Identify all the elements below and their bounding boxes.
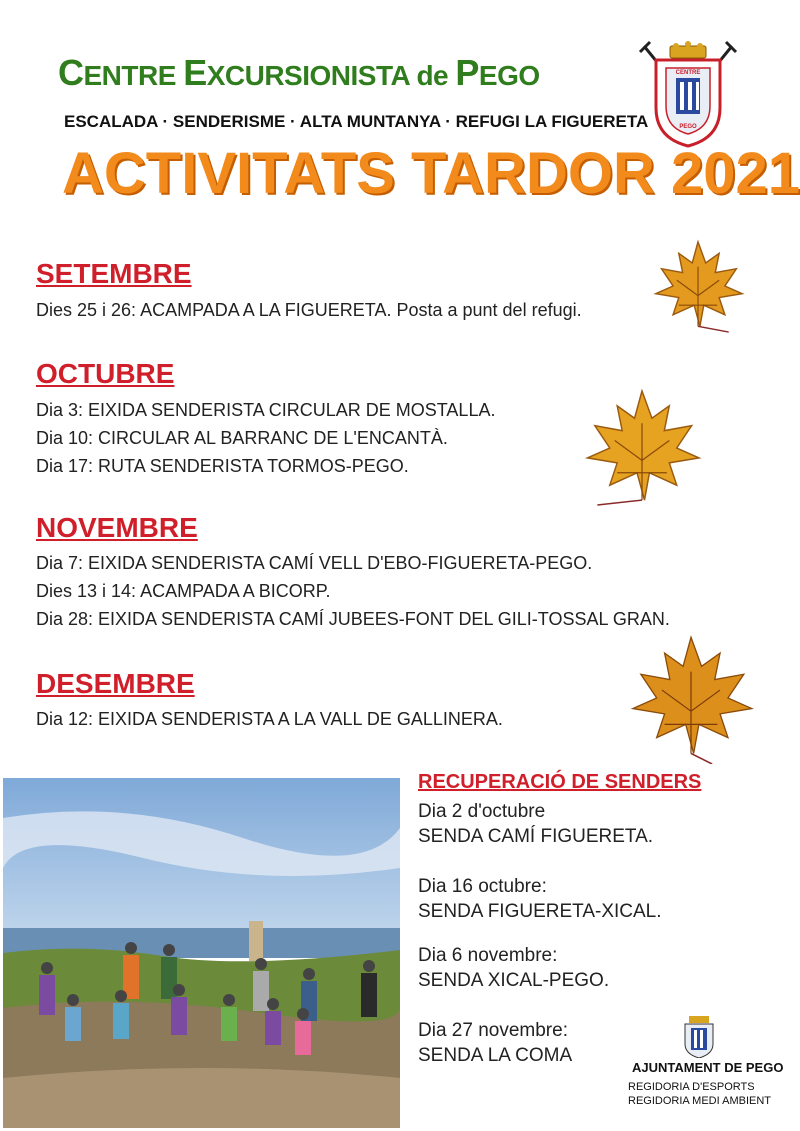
regidoria-medi-ambient: REGIDORIA MEDI AMBIENT — [628, 1095, 772, 1107]
ajuntament-name: AJUNTAMENT DE PEGO — [632, 1060, 784, 1075]
recuperacio-date: Dia 16 octubre: — [418, 876, 547, 897]
recuperacio-trail: SENDA CAMÍ FIGUERETA. — [418, 826, 654, 847]
activity-item: Dia 17: RUTA SENDERISTA TORMOS-PEGO. — [36, 456, 409, 476]
recuperacio-date: Dia 2 d'octubre — [418, 801, 546, 822]
recuperacio-trail: SENDA XICAL-PEGO. — [418, 970, 610, 991]
activity-item: Dia 12: EIXIDA SENDERISTA A LA VALL DE GALLINERA. — [36, 709, 503, 729]
club-title-part: E — [183, 52, 207, 93]
ajuntament-coat-of-arms-icon — [683, 1016, 715, 1058]
activity-item: Dies 25 i 26: ACAMPADA A LA FIGUERETA. Posta a punt del refugi. — [36, 300, 582, 320]
recuperacio-title: RECUPERACIÓ DE SENDERS — [418, 771, 702, 793]
maple-leaf-icon — [648, 238, 748, 334]
club-title-part: XCURSIONISTA de — [206, 60, 456, 91]
month-heading-octubre: OCTUBRE — [36, 358, 175, 389]
activity-item: Dia 28: EIXIDA SENDERISTA CAMÍ JUBEES-FONT DEL GILI-TOSSAL GRAN. — [36, 609, 670, 629]
club-subtitle: ESCALADA · SENDERISME · ALTA MUNTANYA · REFUGI LA FIGUERETA — [64, 112, 649, 131]
maple-leaf-icon — [618, 632, 764, 764]
svg-text:PEGO: PEGO — [679, 124, 697, 130]
club-title-part: P — [455, 52, 479, 93]
club-title — [58, 52, 618, 94]
activity-item: Dia 3: EIXIDA SENDERISTA CIRCULAR DE MOSTALLA. — [36, 400, 496, 420]
maple-leaf-icon — [578, 386, 706, 510]
group-photo — [3, 778, 400, 1128]
svg-text:CENTRE: CENTRE — [675, 70, 701, 76]
recuperacio-date: Dia 27 novembre: — [418, 1020, 568, 1041]
main-title: ACTIVITATS TARDOR 2021 — [62, 141, 800, 206]
activity-item: Dia 7: EIXIDA SENDERISTA CAMÍ VELL D'EBO-FIGUERETA-PEGO. — [36, 553, 593, 573]
activity-item: Dies 13 i 14: ACAMPADA A BICORP. — [36, 581, 331, 601]
recuperacio-trail: SENDA LA COMA — [418, 1045, 573, 1066]
recuperacio-trail: SENDA FIGUERETA-XICAL. — [418, 901, 662, 922]
month-heading-novembre: NOVEMBRE — [36, 512, 198, 543]
month-heading-setembre: SETEMBRE — [36, 258, 192, 289]
regidoria-esports: REGIDORIA D'ESPORTS — [628, 1081, 755, 1093]
club-logo — [636, 38, 740, 150]
club-title-part: EGO — [478, 60, 540, 91]
club-title-part: C — [58, 52, 84, 93]
activity-item: Dia 10: CIRCULAR AL BARRANC DE L'ENCANTÀ. — [36, 428, 448, 448]
club-title-part: ENTRE — [83, 60, 184, 91]
recuperacio-date: Dia 6 novembre: — [418, 945, 558, 966]
month-heading-desembre: DESEMBRE — [36, 668, 195, 699]
